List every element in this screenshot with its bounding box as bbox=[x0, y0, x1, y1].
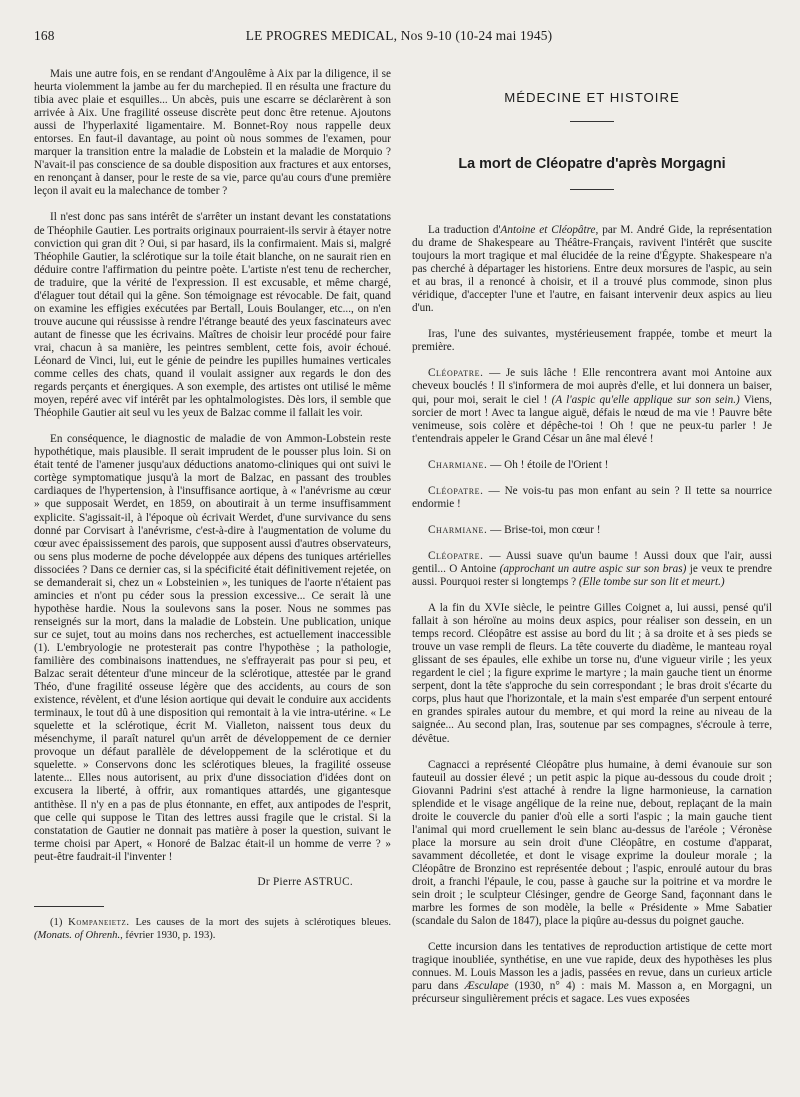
footnote bbox=[34, 917, 391, 942]
right-column bbox=[412, 90, 772, 1006]
footnote-number: (1) bbox=[50, 917, 63, 929]
footnote-reference: (Monats. of Ohrenh., bbox=[34, 930, 123, 942]
paragraph: Il n'est donc pas sans intérêt de s'arrêter un instant devant les constatations de Théophile Gautier. Les portraits originaux pourraient-ils servir à étayer notre conviction qui gran dit ? Oui, si par hasard, ils la confirmaient. Mais si, malgré Théophile Gautier, la sclérotique sur la toile était blanche, on ne saurait rien en déduire contre l'affirmation du peintre poète. L'artiste n'est tenu de rechercher, de traduire, que la vérité de l'expression. Il est excusable, et même chargé, d'élaguer tout détail qui la gêne. Son témoignage est révocable. De fait, quand on examine les effigies exécutées par Bertall, Louis Boulanger, etc..., on n'en trouve aucune qui réussisse à rendre l'étrange beauté des yeux fascinateurs avec autant de finesse que les écrivains. Maîtres de choisir leur procédé pour faire vrai, chacun à sa manière, les peintres semblent, cette fois, avoir échoué. Léonard de Vinci, lui, eut le génie de peindre les pupilles humaines verticales comme celles des chats, quand il voulait assigner aux regards le don des regards perçants et énergiques. A son exemple, des artistes ont utilisé le même moyen, repéré avec vif intérêt par les ophtalmologistes. Dès lors, il semble que Théophile Gautier ait seul vu les yeux de Balzac comme il fallait les voir. bbox=[34, 211, 391, 420]
paragraph: Cagnacci a représenté Cléopâtre plus humaine, à demi évanouie sur son fauteuil au dossier élevé ; un petit aspic la pique au-dessous du coude droit ; Giovanni Padrini s'est attaché à rendre la ligne harmonieuse, la carnation splendide et le visage angélique de la reine nue, debout, replaçant de la main droite le couvercle du panier d'où elle a sorti l'aspic ; la main gauche tient l'animal qui mord cruellement le sein blanc au-dessus de l'aréole ; Véronèse place la morsure au sein droit d'une Cléopâtre, en costume d'apparat, savamment décolletée, et dont le visage exprime la douleur morale ; la Cléopâtre de Bronzino est représentée debout ; l'aspic, enroulé autour du bras droit, a franchi l'épaule, le cou, passe à gauche sur la poitrine et va mordre le sein droit ; le sculpteur Clésinger, gendre de George Sand, façonnant dans le marbre les formes de son modèle, la belle « Présidente » Mme Sabatier (scandale du Salon de 1847), place la piqûre au-dessus du poignet gauche. bbox=[412, 758, 772, 928]
page-number: 168 bbox=[34, 28, 55, 43]
title-rule bbox=[570, 189, 614, 190]
dialogue-line: Charmiane. — Brise-toi, mon cœur ! bbox=[428, 523, 601, 536]
dialogue-line: Cléopatre. — Aussi suave qu'un baume ! Aussi doux que l'air, aussi gentil... O Antoine (approchant un autre aspic sur son bras) je veux te prendre aussi. Pourquoi rester si longtemps ? (Elle tombe sur son lit et meurt.) bbox=[412, 549, 773, 588]
paragraph: La traduction d'Antoine et Cléopâtre, par M. André Gide, la représentation du drame de Shakespeare au Théâtre-Français, ravivent l'intérêt que suscite toujours la mort tragique et mal élucidée de la reine d'Égypte. Shakespeare n'a pas cherché à départager les historiens. Entre deux morsures de l'aspic, au sein et au bras, il a renoncé à choisir, et il a trouvé plus commode, sinon plus véridique, d'accepter l'une et l'autre, en faisant intervenir deux aspics au lieu d'un. bbox=[412, 224, 773, 315]
page-header bbox=[34, 28, 764, 48]
footnote-rule bbox=[34, 906, 104, 907]
paragraph: Cette incursion dans les tentatives de reproduction artistique de cette mort tragique inoubliée, synthétise, en une vue rapide, deux des hypothèses les plus connues. M. Louis Masson les a jadis, passées en revue, dans un curieux article paru dans Æsculape (1930, n° 4) : mais M. Masson a, en Morgagni, un précurseur singulièrement précis et sagace. Les vues exposées bbox=[412, 941, 772, 1006]
dialogue-line: Cléopatre. — Ne vois-tu pas mon enfant au sein ? Il tette sa nourrice endormie ! bbox=[412, 484, 772, 510]
article-title: La mort de Cléopatre d'après Morgagni bbox=[458, 156, 726, 172]
paragraph: En conséquence, le diagnostic de maladie de von Ammon-Lobstein reste hypothétique, mais plausible. Il serait imprudent de le pousser plus loin. Si on était tenté de l'amener jusqu'aux déductions anatomo-cliniques qui ont suivi le cortège symptomatique jusqu'à la mort de Balzac, en passant des troubles cardiaques de l'hypertension, à l'insuffisance aortique, à « l'anévrisme au cœur » que supposait Werdet, en 1859, on aboutirait à un terme insuffisamment explicite. S'agissait-il, à l'époque où écrivait Werdet, d'une survivance du sens donné par Corvisart à l'anévrisme, c'est-à-dire à l'augmentation de volume du cœur avec épaississement des parois, que supposent aussi d'autres observateurs, ou sens plus moderne de poche développée aux dépens des tuniques artérielles dissociées ? Dans ce dernier cas, si la spécificité était définitivement rejetée, on se demanderait si, chez un « Lobsteinien », les tuniques de l'aorte n'étaient pas amincies et n'ont pu céder sous la pression excessive... Ce serait là une hypothèse hardie. Nous la soulevons sans la poser. Nous ne sommes pas renseignés sur la mort, dans la maladie de Lobstein. Une publication, unique sur ce sujet, tout au moins dans nos recherches, est actuellement inaccessible (1). L'embryologie ne protesterait pas contre l'hypothèse ; la pathologie, familière des combinaisons inattendues, ne s'effrayerait pas pour si peu, et Balzac serait détenteur d'une minceur de la sclérotique, attestée par le grand Théo, d'une fragilité osseuse légère que des accidents, au cours de son existence, révèlent, et d'une lésion aortique qui devait le conduire aux accidents terminaux, le tout dû à une disposition qui remontait à la vie intra-utérine. « Le squelette et la sclérotique, écrit M. Vialleton, naissent tous deux du mésenchyme, il paraît naturel qu'un arrêt de développement de ce dernier provoque un défaut parallèle de développement de la sclérotique et du squelette. » Conservons donc les sclérotiques bleues, la fragilité osseuse latente... Elles nous autorisent, au prix d'une dissociation d'idées dont on excusera la liberté, à offrir, aux romantiques attardés, une gigantesque antithèse. Il n'y en a pas de plus étonnante, en effet, aux antipodes de l'esprit, que celle qui suppose le Titan des lettres aussi fragile que le cristal. Si la constatation de Gautier ne donnait pas matière à poser la question, suivant le terme choisi par Apert, « Honoré de Balzac était-il un homme de verre ? » peut-être faudrait-il l'inventer ! bbox=[34, 433, 391, 863]
footnote-date: février 1930, p. 193). bbox=[125, 930, 216, 942]
section-rule bbox=[570, 121, 614, 122]
paragraph: Mais une autre fois, en se rendant d'Angoulême à Aix par la diligence, il se heurta violemment la jambe au fer du marchepied. Il en résulta une fracture du tibia avec plaie et esquilles... Un abcès, puis une escarre se déclarèrent à son arrivée à Aix. Une fragilité osseuse discrète peut donc être retenue. Ajoutons aussi de l'hyperlaxité ligamentaire. M. Bonnet-Roy nous rappelle deux entorses. En faut-il davantage, au point où nous sommes de l'examen, pour marquer la transition entre la maladie de Lobstein et la maladie de Morquio ? N'avait-il pas conscience de sa double disposition aux fractures et aux entorses, en renonçant à danser, pour le reste de sa vie, parce qu'au cours d'une première leçon il avait eu la malechance de tomber ? bbox=[34, 68, 391, 198]
footnote-text: Les causes de la mort des sujets à sclérotiques bleues. bbox=[135, 917, 391, 929]
section-heading: MÉDECINE ET HISTOIRE bbox=[504, 90, 680, 105]
journal-title: LE PROGRES MEDICAL, Nos 9-10 (10-24 mai 1945) bbox=[245, 28, 553, 43]
paragraph: Iras, l'une des suivantes, mystérieusement frappée, tombe et meurt la première. bbox=[412, 328, 772, 354]
footnote-author: Kompaneietz. bbox=[68, 917, 130, 929]
author-signature: Dr Pierre ASTRUC. bbox=[257, 875, 353, 888]
paragraph: A la fin du XVIe siècle, le peintre Gilles Coignet a, lui aussi, pensé qu'il fallait à son héroïne au moins deux aspics, pour réaliser son dessein, en un temps record. Cléopâtre est assise au bord du lit ; à sa droite et à ses pieds se trouve un vase rempli de fleurs. La tête couverte du diadème, le manteau royal glissant de ses épaules, elle exhibe un torse nu, d'une vigueur virile ; les yeux regardent le ciel ; la figure exprime le martyre ; la main gauche tient un énorme serpent, dont la tête s'approche du sein correspondant ; le bras droit s'écarte du corps, plus haut que l'horizontale, et la main s'est emparée d'un serpent entouré en grandes spirales autour du membre, et qui mord la reine au niveau de la saignée... Au second plan, Iras, soutenue par ses compagnes, s'écroule à terre, dévêtue. bbox=[412, 602, 772, 745]
left-column bbox=[34, 68, 391, 953]
dialogue-line: Charmiane. — Oh ! étoile de l'Orient ! bbox=[428, 458, 609, 471]
dialogue-line: Cléopatre. — Je suis lâche ! Elle rencontrera avant moi Antoine aux cheveux bouclés ! Il s'informera de moi auprès d'elle, et lui donnera un baiser, qui, pour moi, serait le ciel ! (A l'aspic qu'elle applique sur son sein.) Viens, sorcier de mort ! Avec ta langue aiguë, défais le nœud de ma vie ! Pauvre bête venimeuse, sois colère et dépêche-toi ! Oh ! que ne peux-tu parler ! Je t'entendrais appeler le Grand César un âne mal élevé ! bbox=[412, 367, 772, 445]
